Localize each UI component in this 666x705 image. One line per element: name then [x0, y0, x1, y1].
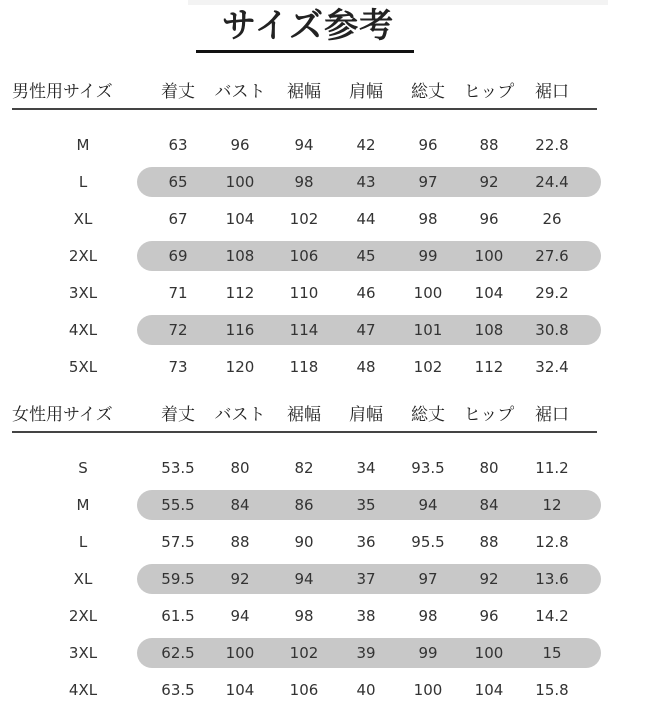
size-cell: M — [76, 136, 90, 154]
value-cell: 97 — [418, 570, 438, 588]
value-cell: 22.8 — [535, 136, 569, 154]
value-cell: 97 — [418, 173, 438, 191]
value-cell: 99 — [418, 247, 438, 265]
value-cell: 98 — [294, 173, 314, 191]
value-cell: 94 — [294, 570, 314, 588]
value-cell: 80 — [230, 459, 250, 477]
men-col-header: ヒップ — [463, 82, 515, 102]
table-row — [0, 352, 666, 382]
value-cell: 40 — [356, 681, 376, 699]
women-size-label: 女性用サイズ — [12, 405, 113, 425]
table-row — [0, 204, 666, 234]
value-cell: 104 — [474, 284, 504, 302]
table-row — [0, 564, 666, 594]
value-cell: 100 — [225, 173, 255, 191]
value-cell: 98 — [418, 210, 438, 228]
value-cell: 61.5 — [161, 607, 195, 625]
value-cell: 71 — [168, 284, 188, 302]
value-cell: 102 — [289, 210, 319, 228]
value-cell: 88 — [479, 136, 499, 154]
men-col-header: 総丈 — [411, 82, 445, 102]
women-col-header: 総丈 — [411, 405, 445, 425]
value-cell: 114 — [289, 321, 319, 339]
value-cell: 59.5 — [161, 570, 195, 588]
men-col-header: 肩幅 — [349, 82, 383, 102]
table-row — [0, 601, 666, 631]
value-cell: 108 — [474, 321, 504, 339]
value-cell: 36 — [356, 533, 376, 551]
size-cell: 2XL — [68, 607, 98, 625]
table-row — [0, 490, 666, 520]
value-cell: 106 — [289, 681, 319, 699]
value-cell: 120 — [225, 358, 255, 376]
value-cell: 80 — [479, 459, 499, 477]
value-cell: 29.2 — [535, 284, 569, 302]
value-cell: 45 — [356, 247, 376, 265]
value-cell: 67 — [168, 210, 188, 228]
value-cell: 104 — [225, 210, 255, 228]
size-cell: 4XL — [68, 681, 98, 699]
size-cell: 3XL — [68, 644, 98, 662]
value-cell: 35 — [356, 496, 376, 514]
value-cell: 43 — [356, 173, 376, 191]
table-row — [0, 638, 666, 668]
value-cell: 72 — [168, 321, 188, 339]
value-cell: 104 — [225, 681, 255, 699]
value-cell: 14.2 — [535, 607, 569, 625]
value-cell: 98 — [418, 607, 438, 625]
value-cell: 37 — [356, 570, 376, 588]
men-col-header: 裾口 — [535, 82, 569, 102]
value-cell: 73 — [168, 358, 188, 376]
value-cell: 38 — [356, 607, 376, 625]
top-band — [188, 0, 608, 5]
value-cell: 39 — [356, 644, 376, 662]
value-cell: 12.8 — [535, 533, 569, 551]
value-cell: 27.6 — [535, 247, 569, 265]
table-row — [0, 315, 666, 345]
value-cell: 48 — [356, 358, 376, 376]
value-cell: 112 — [225, 284, 255, 302]
value-cell: 94 — [294, 136, 314, 154]
value-cell: 93.5 — [411, 459, 445, 477]
women-col-header: 肩幅 — [349, 405, 383, 425]
table-row — [0, 453, 666, 483]
value-cell: 84 — [230, 496, 250, 514]
value-cell: 110 — [289, 284, 319, 302]
size-cell: L — [78, 173, 88, 191]
value-cell: 116 — [225, 321, 255, 339]
value-cell: 106 — [289, 247, 319, 265]
table-row — [0, 130, 666, 160]
women-col-header: バスト — [214, 405, 266, 425]
women-col-header: 裾幅 — [287, 405, 321, 425]
value-cell: 32.4 — [535, 358, 569, 376]
value-cell: 102 — [289, 644, 319, 662]
size-cell: S — [78, 459, 88, 477]
value-cell: 55.5 — [161, 496, 195, 514]
value-cell: 63 — [168, 136, 188, 154]
table-row — [0, 527, 666, 557]
value-cell: 96 — [479, 210, 499, 228]
value-cell: 100 — [225, 644, 255, 662]
men-size-label: 男性用サイズ — [12, 82, 113, 102]
size-cell: 3XL — [68, 284, 98, 302]
value-cell: 96 — [418, 136, 438, 154]
value-cell: 96 — [479, 607, 499, 625]
women-col-header: 裾口 — [535, 405, 569, 425]
value-cell: 62.5 — [161, 644, 195, 662]
value-cell: 15 — [542, 644, 562, 662]
title-underline — [196, 50, 414, 53]
value-cell: 53.5 — [161, 459, 195, 477]
size-cell: L — [78, 533, 88, 551]
value-cell: 118 — [289, 358, 319, 376]
size-cell: 5XL — [68, 358, 98, 376]
value-cell: 92 — [479, 173, 499, 191]
table-row — [0, 241, 666, 271]
table-row — [0, 167, 666, 197]
table-row — [0, 278, 666, 308]
value-cell: 102 — [413, 358, 443, 376]
value-cell: 65 — [168, 173, 188, 191]
value-cell: 99 — [418, 644, 438, 662]
size-cell: XL — [73, 210, 93, 228]
women-header-rule — [12, 431, 597, 433]
value-cell: 15.8 — [535, 681, 569, 699]
value-cell: 108 — [225, 247, 255, 265]
value-cell: 11.2 — [535, 459, 569, 477]
value-cell: 47 — [356, 321, 376, 339]
value-cell: 92 — [479, 570, 499, 588]
value-cell: 57.5 — [161, 533, 195, 551]
value-cell: 69 — [168, 247, 188, 265]
women-col-header: 着丈 — [161, 405, 195, 425]
value-cell: 100 — [474, 247, 504, 265]
value-cell: 84 — [479, 496, 499, 514]
value-cell: 82 — [294, 459, 314, 477]
value-cell: 46 — [356, 284, 376, 302]
men-header-rule — [12, 108, 597, 110]
men-col-header: 着丈 — [161, 82, 195, 102]
value-cell: 94 — [230, 607, 250, 625]
size-cell: 2XL — [68, 247, 98, 265]
value-cell: 88 — [230, 533, 250, 551]
value-cell: 92 — [230, 570, 250, 588]
value-cell: 44 — [356, 210, 376, 228]
men-col-header: バスト — [214, 82, 266, 102]
value-cell: 112 — [474, 358, 504, 376]
value-cell: 100 — [413, 681, 443, 699]
value-cell: 98 — [294, 607, 314, 625]
value-cell: 24.4 — [535, 173, 569, 191]
men-col-header: 裾幅 — [287, 82, 321, 102]
value-cell: 94 — [418, 496, 438, 514]
women-col-header: ヒップ — [463, 405, 515, 425]
value-cell: 95.5 — [411, 533, 445, 551]
table-row — [0, 675, 666, 705]
value-cell: 96 — [230, 136, 250, 154]
value-cell: 86 — [294, 496, 314, 514]
value-cell: 101 — [413, 321, 443, 339]
value-cell: 34 — [356, 459, 376, 477]
value-cell: 42 — [356, 136, 376, 154]
size-cell: XL — [73, 570, 93, 588]
page-title: サイズ参考 — [221, 6, 395, 46]
size-cell: M — [76, 496, 90, 514]
value-cell: 30.8 — [535, 321, 569, 339]
value-cell: 104 — [474, 681, 504, 699]
value-cell: 100 — [413, 284, 443, 302]
value-cell: 90 — [294, 533, 314, 551]
value-cell: 100 — [474, 644, 504, 662]
value-cell: 88 — [479, 533, 499, 551]
value-cell: 26 — [542, 210, 562, 228]
value-cell: 63.5 — [161, 681, 195, 699]
value-cell: 13.6 — [535, 570, 569, 588]
value-cell: 12 — [542, 496, 562, 514]
size-cell: 4XL — [68, 321, 98, 339]
